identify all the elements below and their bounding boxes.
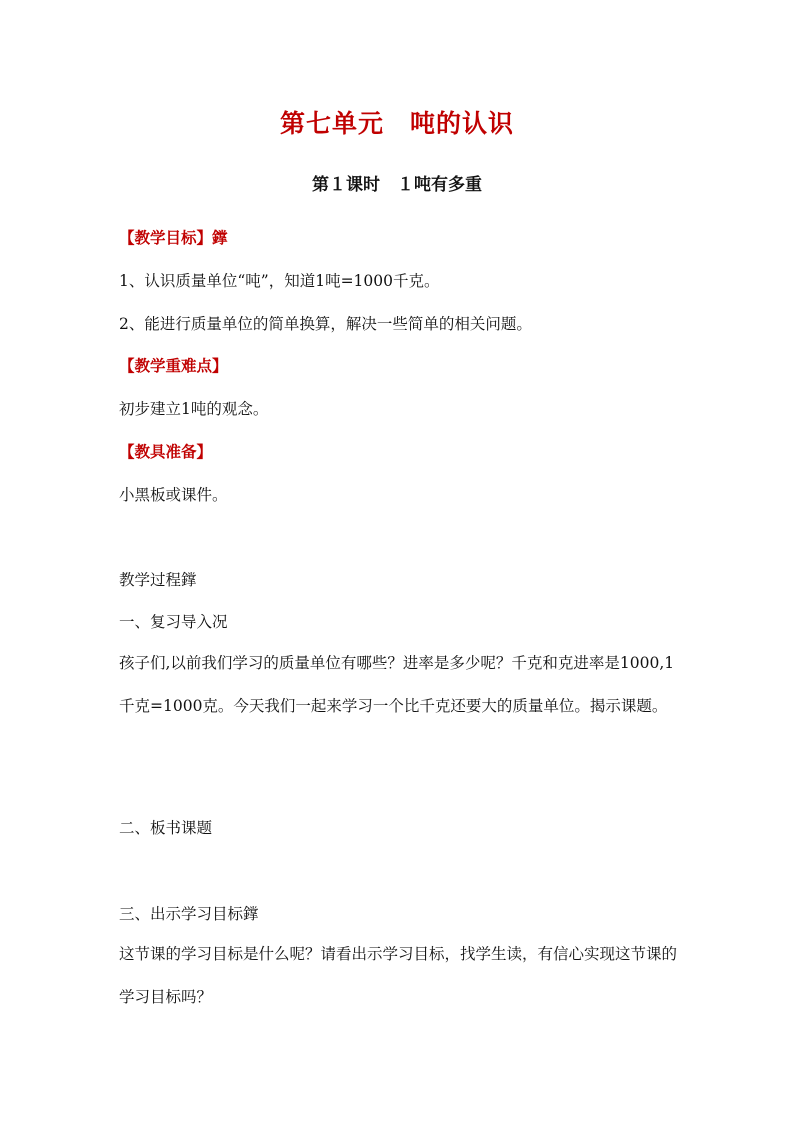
objectives-heading: 【教学目标】鐣	[119, 229, 228, 247]
lesson-subtitle: 第１课时 １吨有多重	[312, 175, 482, 195]
step3-title: 三、出示学习目标鐣	[119, 905, 259, 923]
objective-item-1: 1、认识质量单位“吨”，知道1吨=1000千克。	[119, 272, 440, 290]
objective-item-2: 2、能进行质量单位的简单换算，解决一些简单的相关问题。	[119, 315, 532, 333]
step2-title: 二、板书课题	[119, 819, 213, 837]
step1-text: 孩子们,以前我们学习的质量单位有哪些？进率是多少呢？千克和克进率是1000,1千克=1000克。今天我们一起来学习一个比千克还要大的质量单位。揭示课题。	[119, 654, 675, 715]
materials-text: 小黑板或课件。	[119, 486, 228, 504]
process-heading: 教学过程鐣	[119, 571, 197, 589]
document-title: 第七单元 吨的认识	[279, 109, 514, 138]
step1-title: 一、复习导入况	[119, 613, 228, 631]
key-points-text: 初步建立1吨的观念。	[119, 400, 269, 418]
step3-text: 这节课的学习目标是什么呢？请看出示学习目标，找学生读，有信心实现这节课的学习目标吗？	[119, 945, 678, 1006]
materials-heading: 【教具准备】	[119, 443, 213, 461]
key-points-heading: 【教学重难点】	[119, 357, 228, 375]
